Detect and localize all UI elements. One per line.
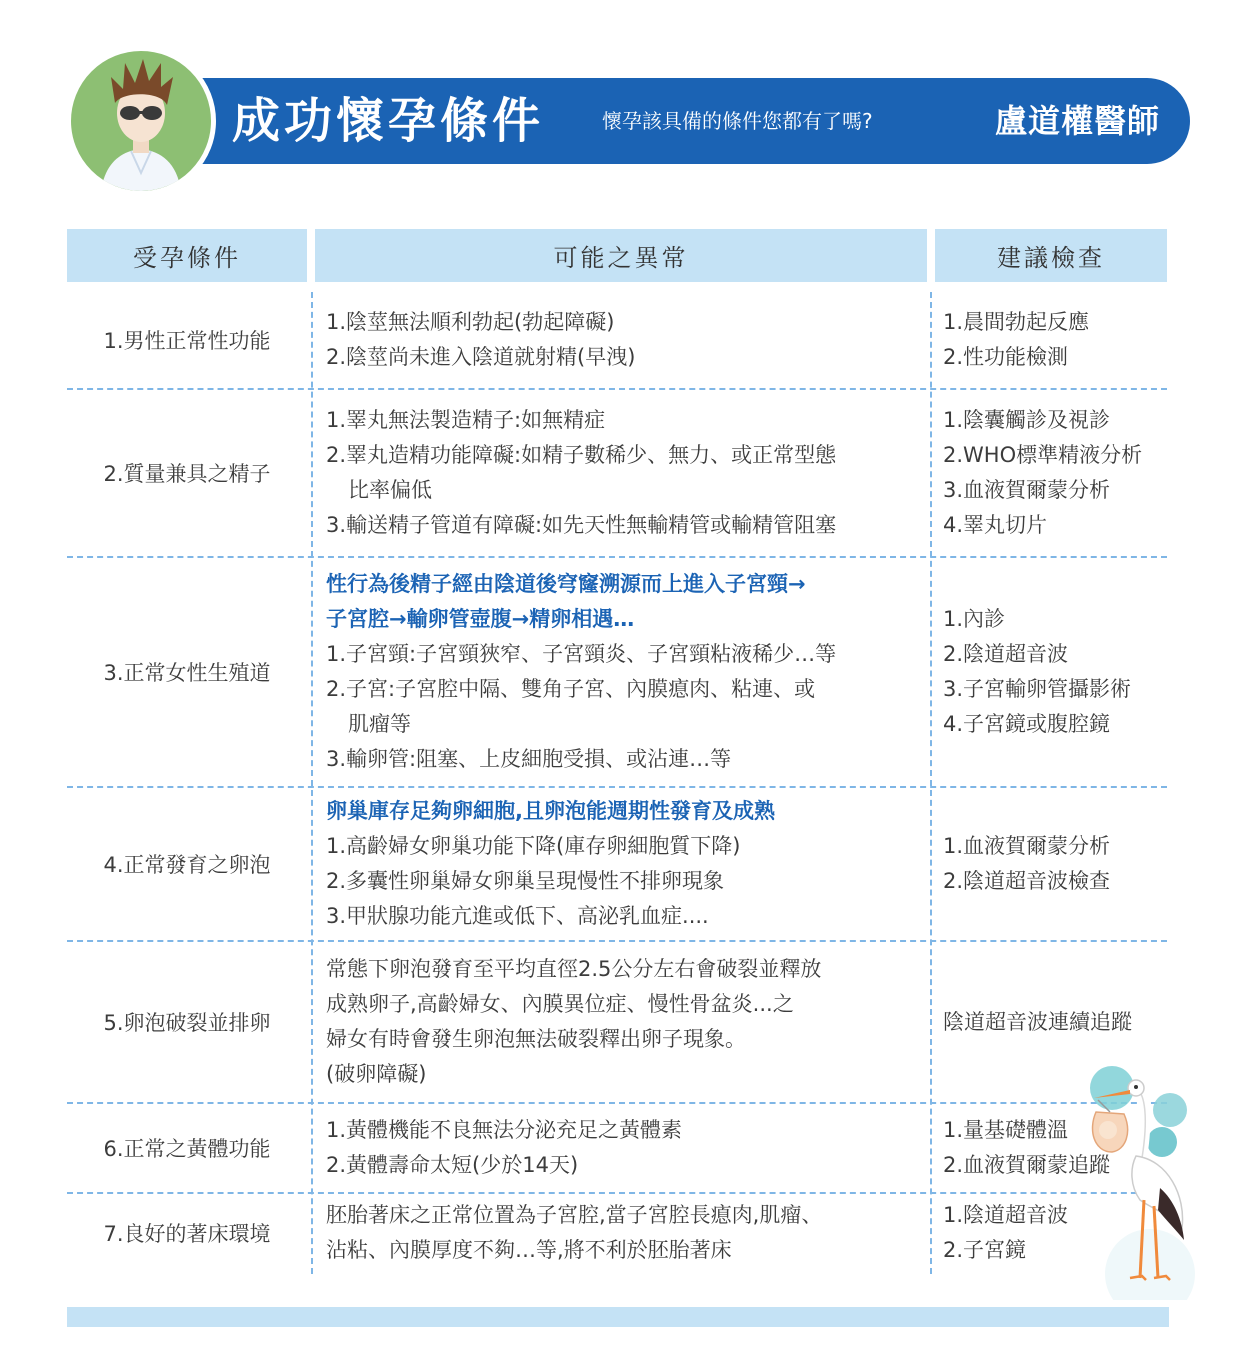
page-title: 成功懷孕條件	[232, 93, 545, 149]
list-item: 1.陰囊觸診及視診	[943, 408, 1111, 432]
highlight-text: 性行為後精子經由陰道後穹窿溯源而上進入子宮頸→	[326, 572, 806, 596]
list-item: 1.血液賀爾蒙分析	[943, 834, 1111, 858]
list-item: 1.量基礎體溫	[943, 1118, 1069, 1142]
condition-cell: 2.質量兼具之精子	[103, 462, 271, 486]
list-item: 1.黃體機能不良無法分泌充足之黃體素	[326, 1118, 683, 1142]
list-item: 1.陰道超音波	[943, 1203, 1069, 1227]
tests-cell	[943, 788, 1110, 940]
footer-bar	[67, 1307, 1169, 1327]
list-item: 1.內診	[943, 607, 1006, 631]
highlight-text: 卵巢庫存足夠卵細胞,且卵泡能週期性發育及成熟	[326, 799, 775, 823]
list-item: 1.子宮頸:子宮頸狹窄、子宮頸炎、子宮頸粘液稀少…等	[326, 642, 837, 666]
list-item: 2.性功能檢測	[943, 345, 1069, 369]
list-item: 1.晨間勃起反應	[943, 310, 1090, 334]
list-item: 2.血液賀爾蒙追蹤	[943, 1153, 1111, 1177]
column-divider	[311, 292, 313, 1274]
list-item: 3.血液賀爾蒙分析	[943, 478, 1111, 502]
column-header-condition: 受孕條件	[67, 229, 307, 282]
condition-cell: 1.男性正常性功能	[103, 329, 271, 353]
condition-cell: 7.良好的著床環境	[103, 1222, 271, 1246]
list-item: 3.子宮輸卵管攝影術	[943, 677, 1132, 701]
list-item: 3.輸送精子管道有障礙:如先天性無輸精管或輸精管阻塞	[326, 513, 837, 537]
tests-cell	[943, 390, 1142, 556]
list-item: 3.輸卵管:阻塞、上皮細胞受損、或沾連…等	[326, 747, 732, 771]
list-item: 2.陰道超音波	[943, 642, 1069, 666]
condition-cell: 6.正常之黃體功能	[103, 1137, 271, 1161]
tests-cell	[943, 558, 1131, 786]
list-item: 4.子宮鏡或腹腔鏡	[943, 712, 1111, 736]
list-item: 1.陰莖無法順利勃起(勃起障礙)	[326, 310, 615, 334]
author-name: 盧道權醫師	[994, 102, 1160, 140]
condition-cell: 4.正常發育之卵泡	[103, 853, 271, 877]
list-item: 1.高齡婦女卵巢功能下降(庫存卵細胞質下降)	[326, 834, 741, 858]
doctor-avatar-icon	[66, 46, 216, 196]
list-item: 肌瘤等	[348, 712, 411, 736]
list-item: 1.睪丸無法製造精子:如無精症	[326, 408, 606, 432]
column-header-tests: 建議檢查	[935, 229, 1167, 282]
tests-cell	[943, 292, 1089, 388]
list-item: 胚胎著床之正常位置為子宮腔,當子宮腔長瘜肉,肌瘤、	[326, 1203, 823, 1227]
abnormal-cell	[326, 390, 836, 556]
list-item: 2.睪丸造精功能障礙:如精子數稀少、無力、或正常型態	[326, 443, 837, 467]
page-subtitle: 懷孕該具備的條件您都有了嗎?	[602, 109, 873, 133]
condition-cell: 3.正常女性生殖道	[103, 661, 271, 685]
abnormal-cell	[326, 788, 775, 940]
abnormal-cell	[326, 1194, 822, 1272]
abnormal-cell	[326, 292, 635, 388]
list-item: 陰道超音波連續追蹤	[943, 1009, 1132, 1034]
list-item: 常態下卵泡發育至平均直徑2.5公分左右會破裂並釋放	[326, 957, 822, 981]
list-item: 婦女有時會發生卵泡無法破裂釋出卵子現象。	[326, 1027, 746, 1051]
list-item: 3.甲狀腺功能亢進或低下、高泌乳血症....	[326, 904, 709, 928]
list-item: (破卵障礙)	[326, 1062, 427, 1086]
column-header-abnormal: 可能之異常	[315, 229, 927, 282]
list-item: 成熟卵子,高齡婦女、內膜異位症、慢性骨盆炎...之	[326, 992, 794, 1016]
column-divider	[930, 292, 932, 1274]
list-item: 比率偏低	[348, 478, 432, 502]
list-item: 4.睪丸切片	[943, 513, 1048, 537]
list-item: 2.陰莖尚未進入陰道就射精(早洩)	[326, 345, 636, 369]
abnormal-cell	[326, 558, 836, 786]
list-item: 2.子宮鏡	[943, 1238, 1027, 1262]
list-item: 2.WHO標準精液分析	[943, 443, 1143, 467]
abnormal-cell	[326, 942, 821, 1102]
list-item: 沾粘、內膜厚度不夠…等,將不利於胚胎著床	[326, 1238, 732, 1262]
list-item: 2.黃體壽命太短(少於14天)	[326, 1153, 579, 1177]
list-item: 2.多囊性卵巢婦女卵巢呈現慢性不排卵現象	[326, 869, 725, 893]
stork-icon	[1050, 1060, 1200, 1300]
abnormal-cell	[326, 1104, 682, 1192]
condition-cell: 5.卵泡破裂並排卵	[103, 1011, 271, 1035]
highlight-text: 子宮腔→輸卵管壺腹→精卵相遇…	[326, 607, 635, 631]
list-item: 2.子宮:子宮腔中隔、雙角子宮、內膜瘜肉、粘連、或	[326, 677, 816, 701]
list-item: 2.陰道超音波檢查	[943, 869, 1111, 893]
